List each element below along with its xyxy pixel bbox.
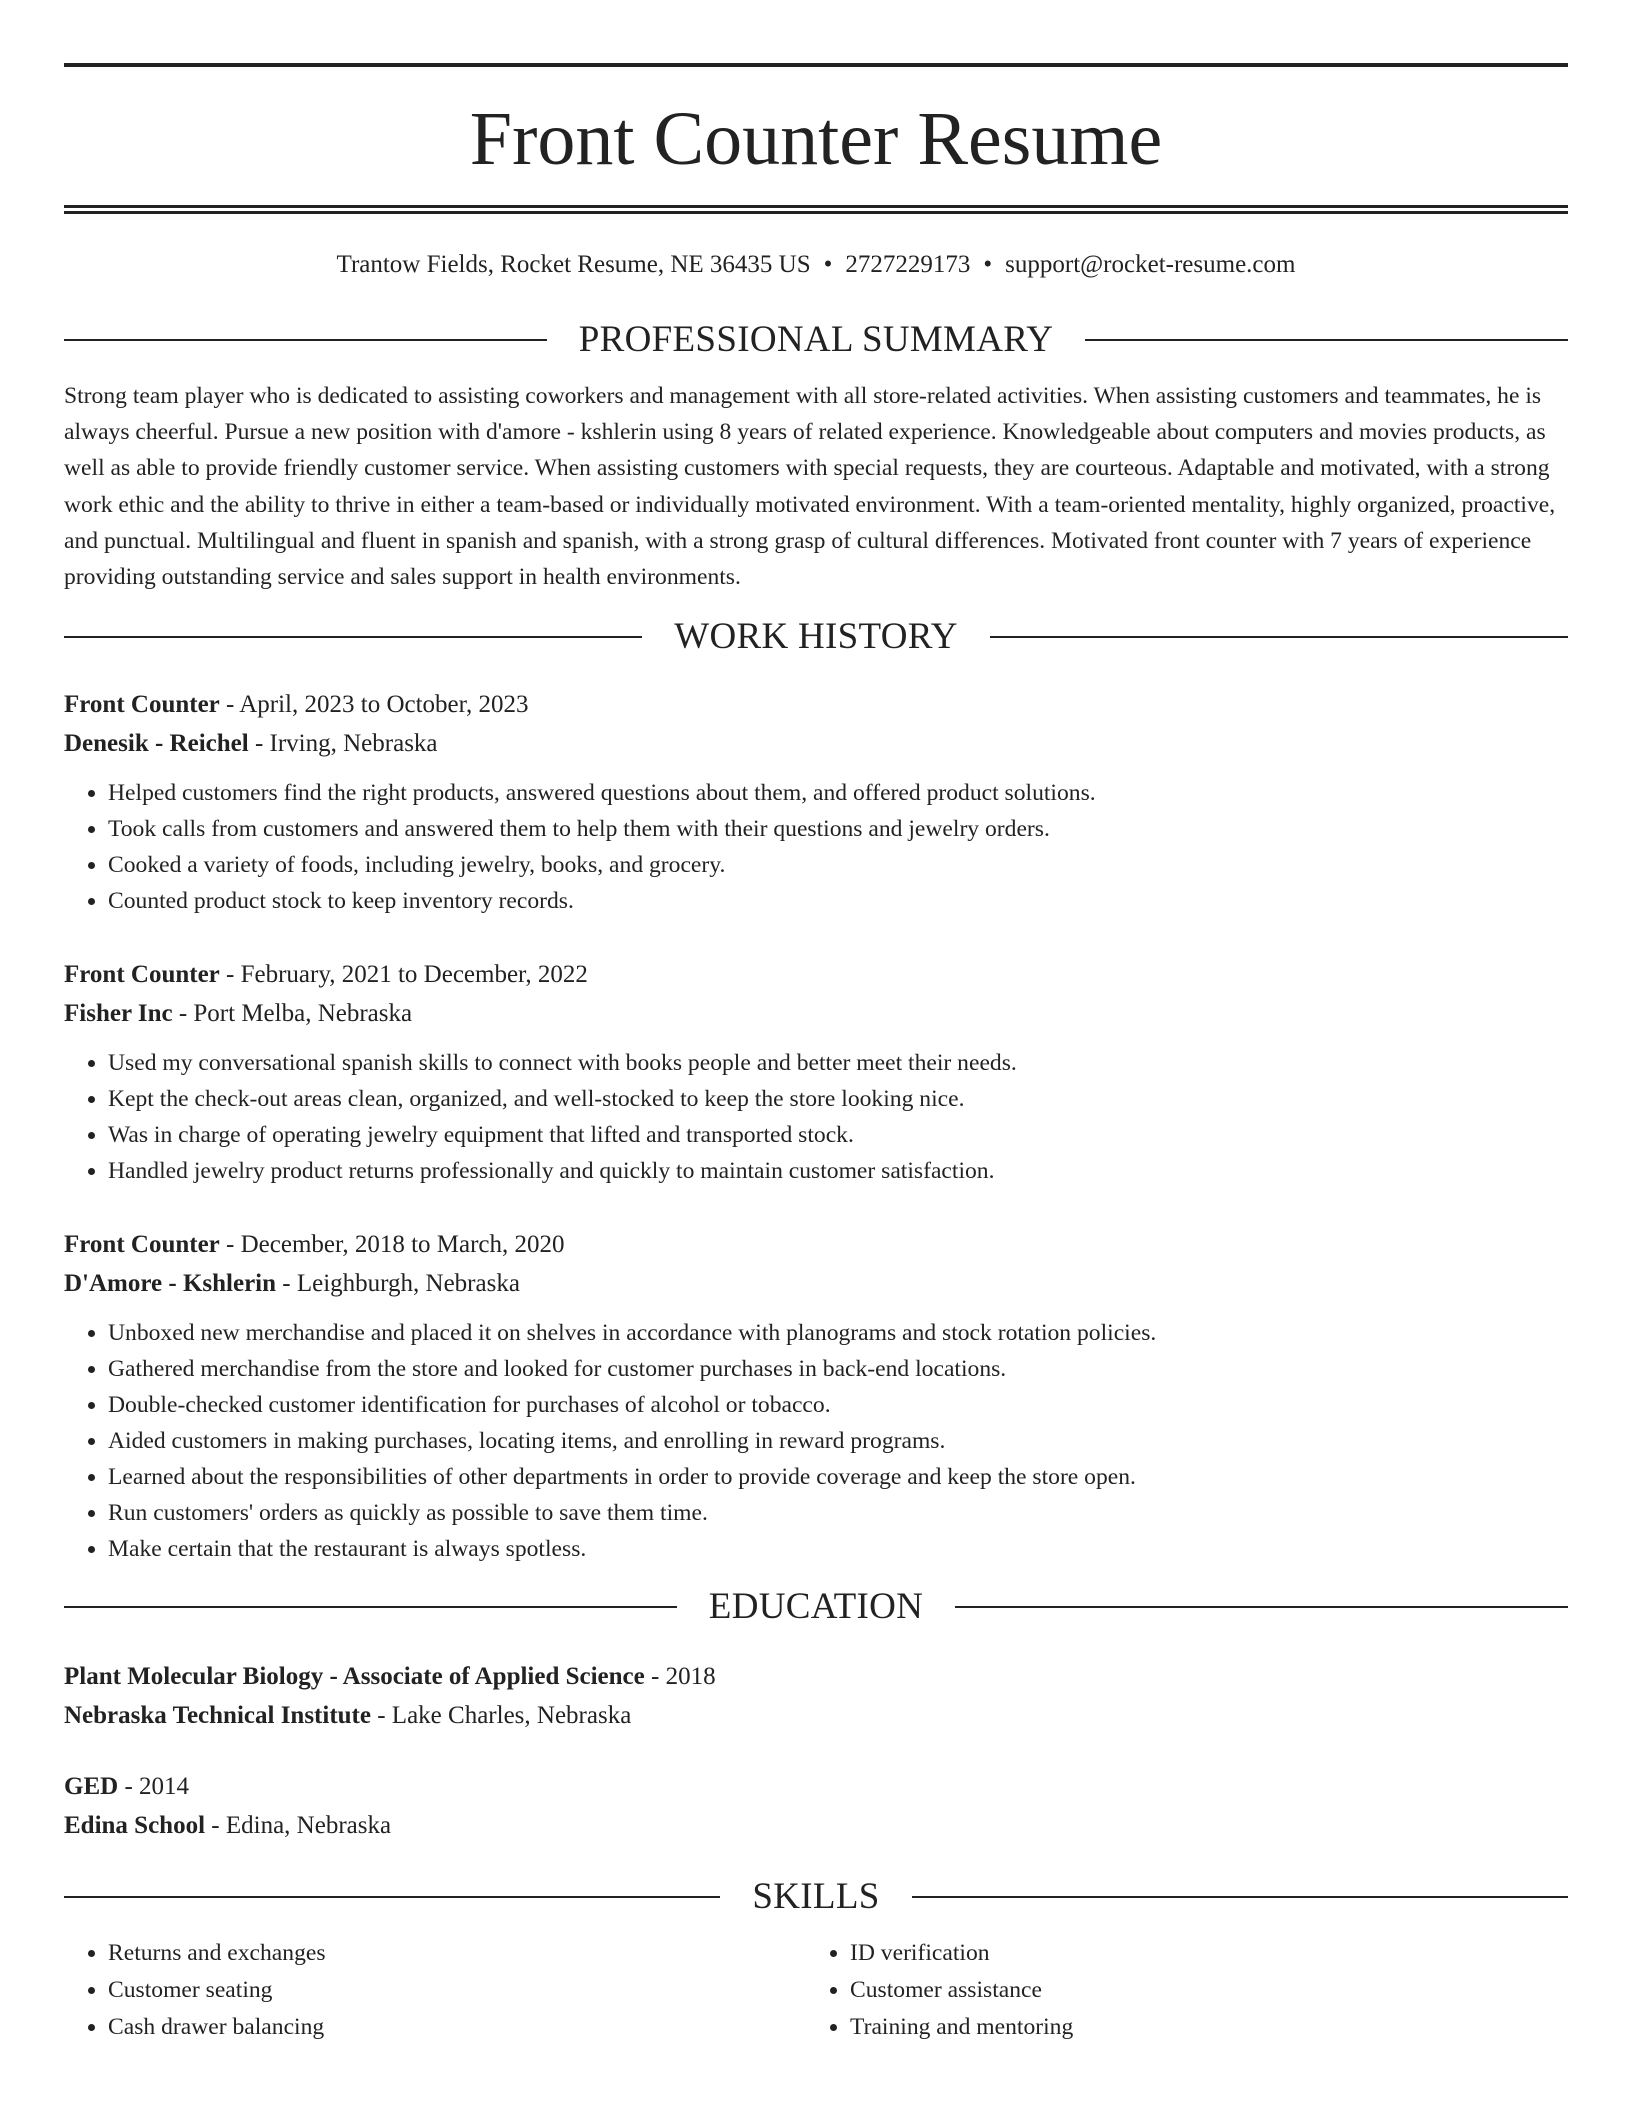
skill-item: • Customer assistance bbox=[850, 1972, 1548, 2009]
contact-separator: • bbox=[983, 251, 993, 278]
title-double-rule bbox=[64, 205, 1568, 214]
job-company-line bbox=[64, 1264, 1568, 1303]
section-rule-left bbox=[64, 1896, 720, 1898]
contact-address: Trantow Fields, Rocket Resume, NE 36435 US bbox=[336, 251, 811, 278]
job-bullets bbox=[64, 1315, 1568, 1567]
education-school-line bbox=[64, 1806, 1568, 1845]
job-bullets bbox=[64, 1045, 1568, 1189]
list-item: • Handled jewelry product returns professionally and quickly to maintain customer satisfaction. bbox=[108, 1153, 1568, 1189]
section-header-work bbox=[64, 613, 1568, 661]
education-school: Nebraska Technical Institute bbox=[64, 1702, 371, 1730]
job-entry bbox=[64, 685, 1568, 919]
skill-item: • Customer seating bbox=[108, 1972, 806, 2009]
job-dates: - April, 2023 to October, 2023 bbox=[219, 691, 529, 719]
list-item: • Aided customers in making purchases, locating items, and enrolling in reward programs. bbox=[108, 1423, 1568, 1459]
list-item: • Took calls from customers and answered them to help them with their questions and jewelry orders. bbox=[108, 811, 1568, 847]
section-title-education: EDUCATION bbox=[708, 1586, 924, 1628]
job-entry bbox=[64, 955, 1568, 1189]
job-company: D'Amore - Kshlerin bbox=[64, 1270, 277, 1298]
job-title-line bbox=[64, 685, 1568, 724]
job-dates: - December, 2018 to March, 2020 bbox=[219, 1231, 565, 1259]
list-item: • Cooked a variety of foods, including jewelry, books, and grocery. bbox=[108, 847, 1568, 883]
education-entry bbox=[64, 1657, 1568, 1735]
skills-column-left bbox=[64, 1935, 806, 2046]
list-item: • Was in charge of operating jewelry equipment that lifted and transported stock. bbox=[108, 1117, 1568, 1153]
list-item: • Double-checked customer identification for purchases of alcohol or tobacco. bbox=[108, 1387, 1568, 1423]
job-dates: - February, 2021 to December, 2022 bbox=[219, 961, 588, 989]
job-location: - Leighburgh, Nebraska bbox=[276, 1270, 520, 1298]
skill-item: • ID verification bbox=[850, 1935, 1548, 1972]
job-company: Fisher Inc bbox=[64, 1000, 173, 1028]
job-company-line bbox=[64, 724, 1568, 763]
list-item: • Helped customers find the right products, answered questions about them, and offered product solutions. bbox=[108, 775, 1568, 811]
education-degree-line bbox=[64, 1767, 1568, 1806]
list-item: • Run customers' orders as quickly as possible to save them time. bbox=[108, 1495, 1568, 1531]
list-item: • Gathered merchandise from the store and looked for customer purchases in back-end locations. bbox=[108, 1351, 1568, 1387]
education-school-line bbox=[64, 1696, 1568, 1735]
section-rule-right bbox=[955, 1606, 1568, 1608]
list-item: • Used my conversational spanish skills to connect with books people and better meet their needs. bbox=[108, 1045, 1568, 1081]
job-title: Front Counter bbox=[64, 691, 220, 719]
education-location: - Edina, Nebraska bbox=[205, 1812, 392, 1840]
job-title-line bbox=[64, 1225, 1568, 1264]
section-rule-left bbox=[64, 636, 642, 638]
job-title: Front Counter bbox=[64, 961, 220, 989]
job-company-line bbox=[64, 994, 1568, 1033]
resume-title: Front Counter Resume bbox=[469, 97, 1163, 181]
job-company: Denesik - Reichel bbox=[64, 730, 249, 758]
job-title: Front Counter bbox=[64, 1231, 220, 1259]
job-location: - Port Melba, Nebraska bbox=[172, 1000, 413, 1028]
list-item: • Make certain that the restaurant is always spotless. bbox=[108, 1531, 1568, 1567]
list-item: • Learned about the responsibilities of other departments in order to provide coverage and keep the store open. bbox=[108, 1459, 1568, 1495]
education-year: - 2018 bbox=[644, 1663, 716, 1691]
skill-item: • Returns and exchanges bbox=[108, 1935, 806, 1972]
contact-phone: 2727229173 bbox=[845, 251, 971, 278]
education-degree-line bbox=[64, 1657, 1568, 1696]
education-location: - Lake Charles, Nebraska bbox=[370, 1702, 632, 1730]
skills-list bbox=[64, 1935, 1568, 2046]
job-location: - Irving, Nebraska bbox=[248, 730, 438, 758]
list-item: • Kept the check-out areas clean, organized, and well-stocked to keep the store looking nice. bbox=[108, 1081, 1568, 1117]
education-degree: Plant Molecular Biology - Associate of Applied Science bbox=[64, 1663, 645, 1691]
education-entry bbox=[64, 1767, 1568, 1845]
job-title-line bbox=[64, 955, 1568, 994]
education-year: - 2014 bbox=[118, 1773, 190, 1801]
education-school: Edina School bbox=[64, 1812, 206, 1840]
skill-item: • Training and mentoring bbox=[850, 2009, 1548, 2046]
list-item: • Counted product stock to keep inventory records. bbox=[108, 883, 1568, 919]
education-degree: GED bbox=[64, 1773, 119, 1801]
section-rule-right bbox=[912, 1896, 1568, 1898]
skills-column-right bbox=[806, 1935, 1548, 2046]
contact-line bbox=[64, 248, 1568, 282]
section-title-skills: SKILLS bbox=[752, 1876, 880, 1918]
section-rule-right bbox=[1085, 339, 1568, 341]
list-item: • Unboxed new merchandise and placed it on shelves in accordance with planograms and stock rotation policies. bbox=[108, 1315, 1568, 1351]
section-title-work: WORK HISTORY bbox=[674, 616, 958, 658]
section-header-summary bbox=[64, 316, 1568, 364]
skill-item: • Cash drawer balancing bbox=[108, 2009, 806, 2046]
summary-paragraph: Strong team player who is dedicated to assisting coworkers and management with all store-related activities. When assisting customers and teammates, he is always cheerful. Pursue a new position with d'amore - kshlerin using 8 years of related experience. Knowledgeable about computers and movies products, as well as able to provide friendly customer service. When assisting customers with special requests, they are courteous. Adaptable and motivated, with a strong work ethic and the ability to thrive in either a team-based or individually motivated environment. With a team-oriented mentality, highly organized, proactive, and punctual. Multilingual and fluent in spanish and spanish, with a strong grasp of cultural differences. Motivated front counter with 7 years of experience providing outstanding service and sales support in health environments. bbox=[64, 383, 1556, 591]
job-bullets bbox=[64, 775, 1568, 919]
job-entry bbox=[64, 1225, 1568, 1567]
resume-page bbox=[64, 63, 1568, 2046]
section-header-education bbox=[64, 1583, 1568, 1631]
section-rule-right bbox=[990, 636, 1568, 638]
section-rule-left bbox=[64, 339, 547, 341]
section-title-summary: PROFESSIONAL SUMMARY bbox=[578, 319, 1054, 360]
contact-separator: • bbox=[823, 251, 833, 278]
contact-email: support@rocket-resume.com bbox=[1005, 251, 1296, 278]
section-rule-left bbox=[64, 1606, 677, 1608]
section-header-skills bbox=[64, 1873, 1568, 1921]
